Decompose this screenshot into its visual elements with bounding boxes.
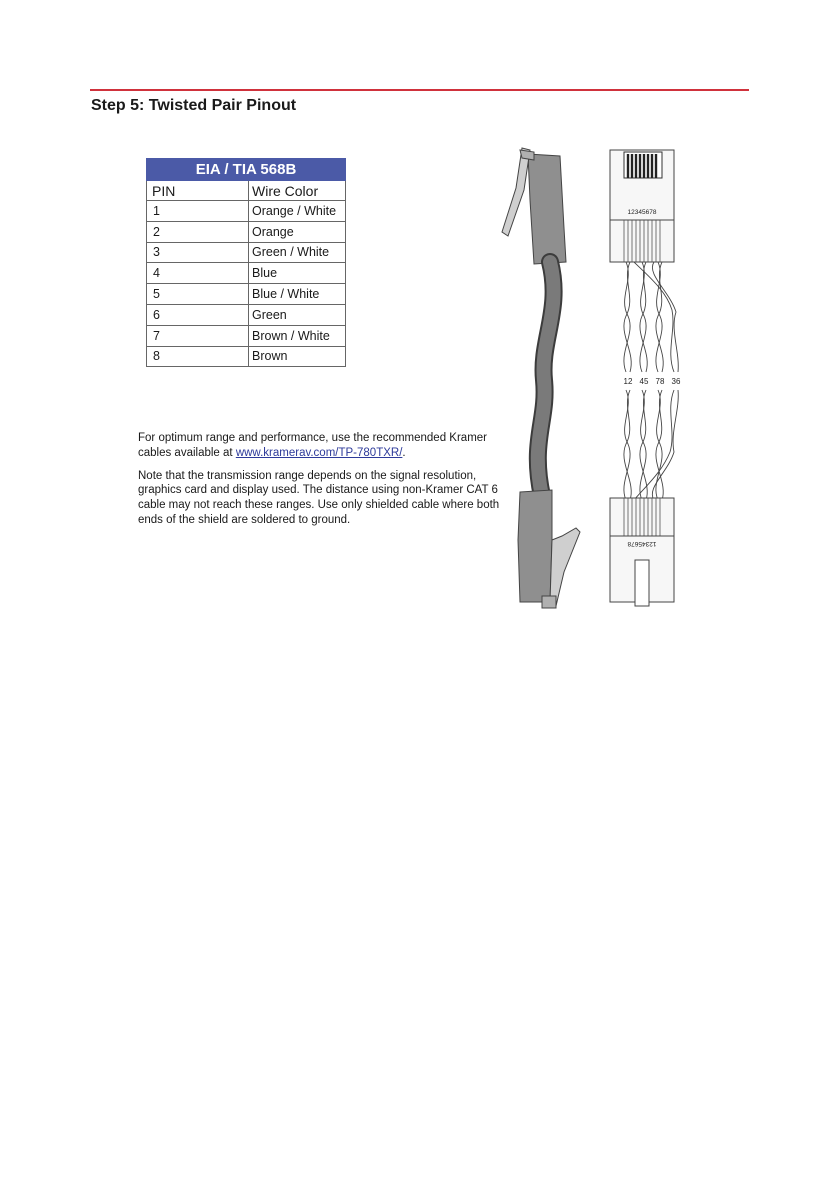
table-row — [147, 325, 346, 346]
notes — [138, 431, 508, 536]
pair-label: 78 — [655, 377, 665, 386]
page-title: Step 5: Twisted Pair Pinout — [91, 97, 297, 114]
side-connector-top — [502, 148, 566, 264]
range-note — [138, 431, 508, 461]
pair-labels — [624, 377, 681, 386]
table-row — [147, 304, 346, 325]
pin-number: 8 — [147, 346, 249, 367]
pinout-table — [146, 158, 346, 367]
table-row — [147, 346, 346, 367]
table-row — [147, 284, 346, 305]
side-cable — [538, 262, 554, 496]
transmission-note: Note that the transmission range depends on the signal resolution, graphics card and display used. The distance using non-Kramer CAT 6 cable may not reach these ranges. Use only shielded cable where both ends of the shield are soldered to ground. — [138, 469, 500, 526]
pair-label: 12 — [623, 377, 633, 386]
header-rule — [90, 89, 749, 91]
pin-number: 7 — [147, 325, 249, 346]
pair-label: 45 — [639, 377, 649, 386]
pinout-table-header — [147, 181, 346, 201]
wire-color: Brown — [249, 346, 346, 367]
cable-link[interactable]: www.kramerav.com/TP-780TXR/ — [235, 446, 403, 459]
wire-color: Brown / White — [249, 325, 346, 346]
wire-color: Orange / White — [249, 201, 346, 222]
wire-color: Orange — [249, 221, 346, 242]
table-row — [147, 242, 346, 263]
wire-color: Green — [249, 304, 346, 325]
pin-number: 1 — [147, 201, 249, 222]
pin-number: 6 — [147, 304, 249, 325]
wire-color: Blue — [249, 263, 346, 284]
table-row — [147, 263, 346, 284]
table-row — [147, 221, 346, 242]
wire-color: Green / White — [249, 242, 346, 263]
pinout-table-title: EIA / TIA 568B — [147, 159, 346, 181]
pair-label: 36 — [671, 377, 681, 386]
range-note-end: . — [402, 446, 406, 459]
top-pin-numbers: 12345678 — [627, 209, 657, 216]
pin-number: 5 — [147, 284, 249, 305]
front-connector-bottom — [610, 498, 674, 606]
range-note-text: For optimum range and performance, use the recommended Kramer cables available at — [138, 432, 487, 459]
wire-color: Blue / White — [249, 284, 346, 305]
cable-diagram — [490, 140, 690, 610]
pin-number: 2 — [147, 221, 249, 242]
pin-number: 3 — [147, 242, 249, 263]
pin-number: 4 — [147, 263, 249, 284]
bottom-pin-numbers: 12345678 — [627, 540, 657, 547]
side-connector-bottom — [518, 490, 580, 608]
front-connector-top — [610, 150, 674, 262]
table-row — [147, 201, 346, 222]
column-header-pin: PIN — [147, 181, 249, 201]
column-header-wire-color: Wire Color — [249, 181, 346, 201]
